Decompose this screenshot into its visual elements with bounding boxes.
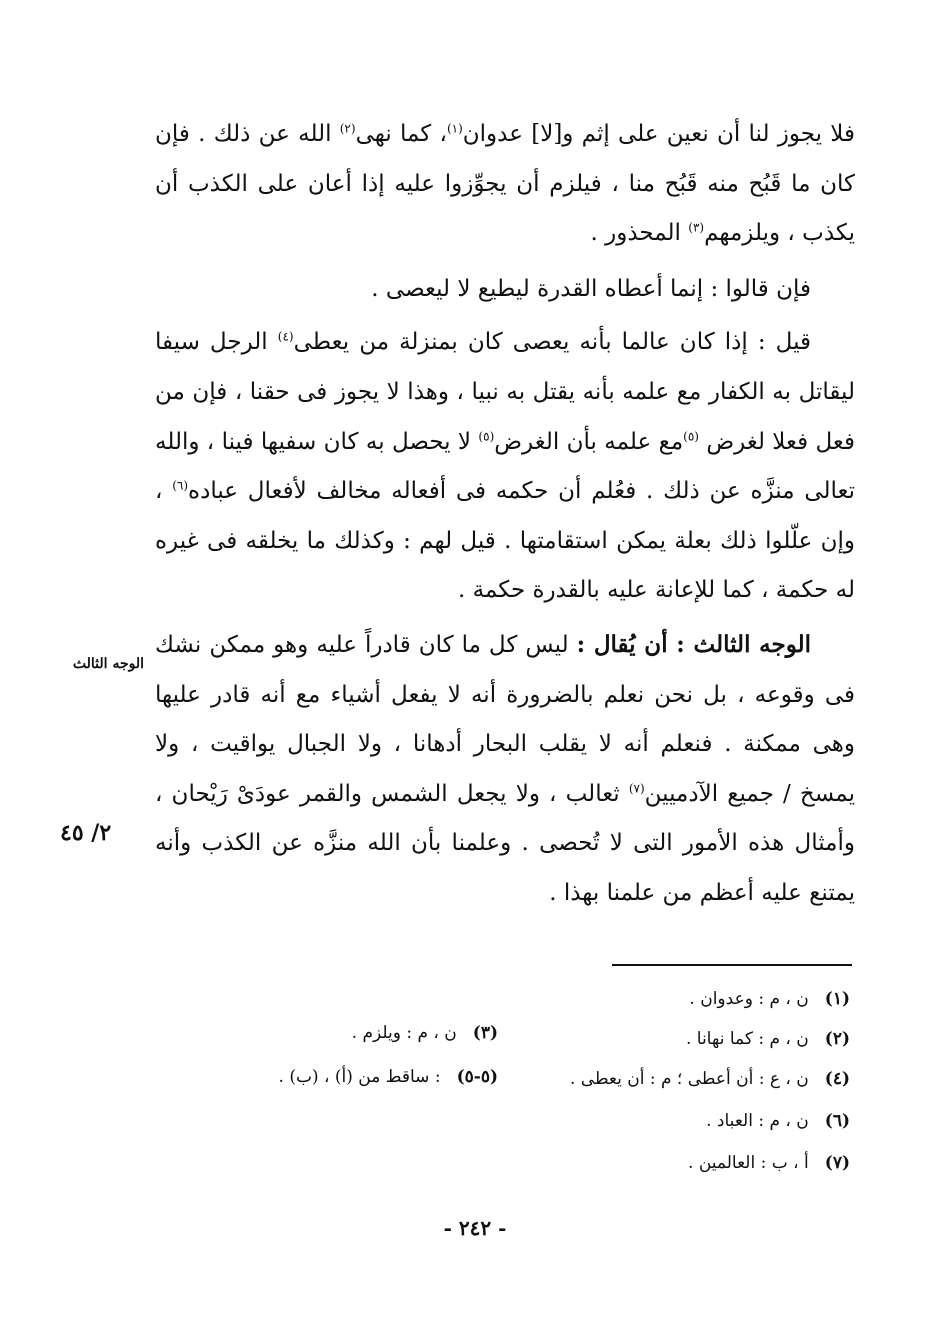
footnote-6 [706, 1110, 850, 1132]
footnote-ref: (٤) [277, 329, 294, 344]
footnote-ref: (٦) [172, 478, 189, 493]
text-run: لا يحصل به كان سفيها فينا ، والله تعالى منزَّه عن ذلك . فعُلم أن حكمه فى أفعاله مخالف لأفعال عباده [155, 428, 856, 505]
footnote-text: : ساقط من (أ) ، (ب) . [278, 1067, 441, 1087]
footnote-2 [686, 1028, 850, 1050]
paragraph-2 [155, 265, 855, 315]
footnote-number: (٧) [824, 1153, 850, 1173]
footnote-text: ن ، م : العباد . [706, 1111, 809, 1131]
footnote-7 [688, 1152, 850, 1174]
footnote-1 [689, 988, 850, 1010]
text-run: فلا يجوز لنا أن نعين على إثم و[لا] عدوان [462, 121, 855, 147]
footnote-number: (٥-٥) [456, 1067, 498, 1087]
footnote-ref: (٣) [688, 220, 705, 235]
footnote-4 [570, 1068, 850, 1090]
footnote-number: (١) [824, 989, 850, 1009]
footnote-number: (٤) [824, 1069, 850, 1089]
text-run: مع علمه بأن الغرض [494, 428, 684, 455]
footnote-text: ن ، م : كما نهانا . [685, 1029, 809, 1049]
footnote-3 [352, 1022, 498, 1044]
footnote-text: أ ، ب : العالمين . [688, 1153, 809, 1173]
text-run: الله عن ذلك . فإن كان ما قَبُح منه قَبُح منا ، فيلزم أن يجوِّزوا عليه إذا أعان على الكذب أن يكذب ، ويلزمهم [155, 121, 855, 247]
footnote-5 [279, 1066, 498, 1088]
footnote-number: (٢) [824, 1029, 850, 1049]
text-run: فإن قالوا : إنما أعطاه القدرة ليطيع لا ليعصى . [371, 275, 811, 302]
footnote-ref: (١) [446, 121, 463, 136]
text-run: ليس كل ما كان قادراً عليه وهو ممكن نشك فى وقوعه ، بل نحن نعلم بالضرورة أنه لا يفعل أشياء مع أنه قادر عليها وهى ممكنة . فنعلم أنه لا يقلب البحار أدهانا ، ولا الجبال يواقيت ، ولا يمسخ / جميع الآدميين [155, 631, 855, 807]
footnote-ref: (٢) [339, 121, 356, 136]
text-run: المحذور . [590, 220, 689, 247]
footnote-number: (٦) [824, 1111, 850, 1131]
margin-section-label: الوجه الثالث [72, 656, 144, 672]
page-number: - ٢٤٢ - [443, 1216, 507, 1240]
footnote-text: ن ، م : وعدوان . [689, 989, 809, 1009]
main-text [155, 110, 855, 923]
text-run: ، وإن علّلوا ذلك بعلة يمكن استقامتها . قيل لهم : وكذلك ما يخلقه فى غيره له حكمة ، كما للإعانة عليه بالقدرة حكمة . [155, 478, 855, 604]
text-run: الرجل سيفا ليقاتل به الكفار مع علمه بأنه يقتل به نبيا ، وهذا لا يجوز فى حقنا ، فإن من فعل فعلا لغرض [155, 329, 855, 455]
text-run: ثعالب ، ولا يجعل الشمس والقمر عودَىْ رَيْحان ، وأمثال هذه الأمور التى لا تُحصى . وعلمنا بأن الله منزَّه عن الكذب وأنه يمتنع عليه أعظم من علمنا بهذا . [155, 780, 855, 906]
paragraph-3 [155, 318, 855, 616]
footnote-text: ن ، م : ويلزم . [351, 1023, 457, 1043]
footnote-ref: (٥) [683, 428, 699, 443]
margin-page-reference: ٢/ ٤٥ [60, 820, 112, 846]
paragraph-4 [155, 620, 855, 919]
footnote-ref: (٥) [478, 428, 495, 443]
footnote-divider [612, 964, 852, 966]
footnote-ref: (٧) [628, 781, 645, 796]
section-heading: الوجه الثالث : أن يُقال : [576, 630, 811, 658]
text-run: ، كما نهى [355, 121, 447, 147]
footnote-number: (٣) [472, 1023, 498, 1043]
footnote-text: ن ، ع : أن أعطى ؛ م : أن يعطى . [569, 1069, 809, 1089]
paragraph-1 [155, 110, 855, 259]
text-run: قيل : إذا كان عالما بأنه يعصى كان بمنزلة من يعطى [293, 329, 812, 356]
